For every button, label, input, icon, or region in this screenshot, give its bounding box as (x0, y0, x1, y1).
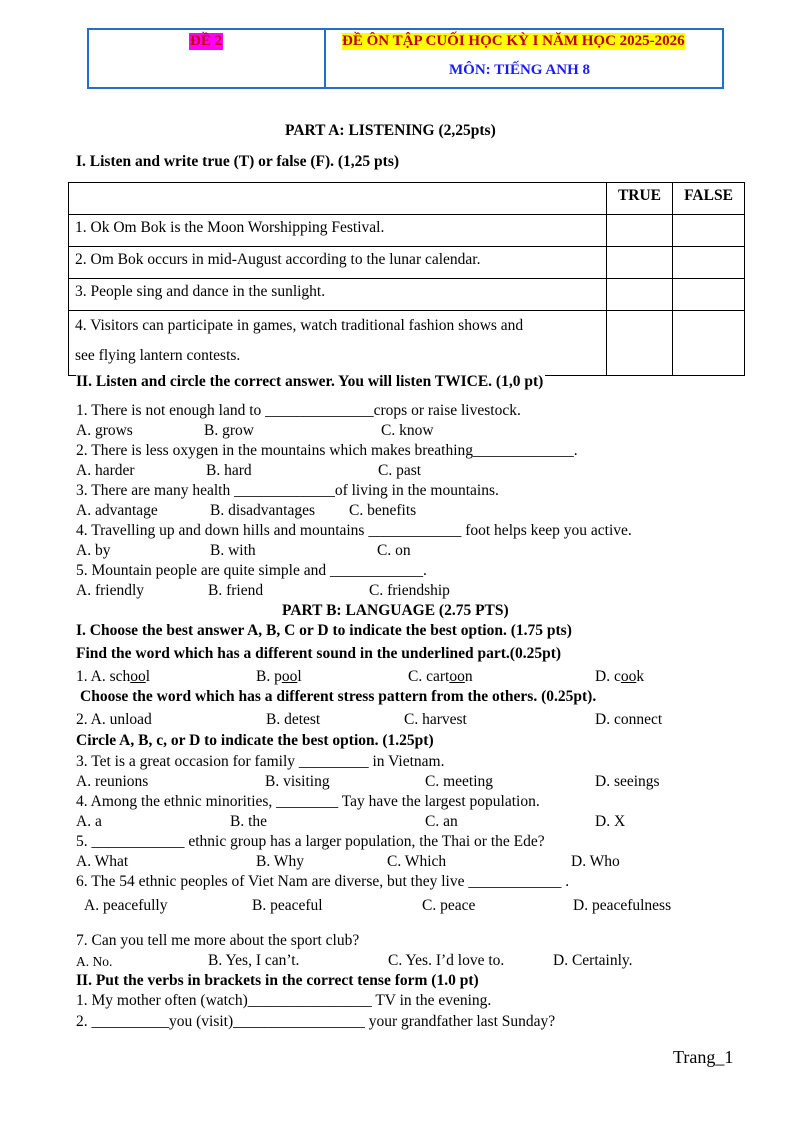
q3-option-d[interactable]: D. seeings (595, 773, 660, 790)
listening-question-1: 1. There is not enough land to ______________crops or raise livestock. (76, 402, 521, 419)
statement-cell: 3. People sing and dance in the sunlight. (69, 279, 607, 311)
table-row (69, 215, 745, 247)
listening-q3-option-b[interactable]: B. disadvantages (210, 502, 316, 519)
header-box (87, 28, 724, 89)
listening-q4-option-a[interactable]: A. by (76, 542, 111, 559)
part-b-section-1-title: I. Choose the best answer A, B, C or D to indicate the best option. (1.75 pts) (76, 622, 572, 639)
q5-option-c[interactable]: C. Which (387, 853, 447, 870)
table-row (69, 247, 745, 279)
q4-option-b[interactable]: B. the (230, 813, 268, 830)
option-text: l (145, 668, 151, 685)
listening-q3-option-c[interactable]: C. benefits (349, 502, 417, 519)
q3-option-a[interactable]: A. reunions (76, 773, 149, 790)
q6-option-a[interactable]: A. peacefully (84, 897, 168, 914)
stress-task-title: Choose the word which has a different stress pattern from the others. (0.25pt). (80, 688, 597, 705)
language-question-7: 7. Can you tell me more about the sport club? (76, 932, 360, 949)
q5-option-b[interactable]: B. Why (256, 853, 304, 870)
listening-q1-option-b[interactable]: B. grow (204, 422, 254, 439)
listening-q3-option-a[interactable]: A. advantage (76, 502, 158, 519)
table-row (69, 311, 745, 376)
listening-q5-option-c[interactable]: C. friendship (369, 582, 450, 599)
q7-option-c[interactable]: C. Yes. I’d love to. (388, 952, 505, 969)
exam-code: ĐỀ 2 (190, 33, 223, 49)
q3-option-b[interactable]: B. visiting (265, 773, 330, 790)
exam-subject: MÔN: TIẾNG ANH 8 (449, 62, 590, 78)
part-b-title: PART B: LANGUAGE (2.75 PTS) (282, 602, 509, 619)
q6-option-c[interactable]: C. peace (422, 897, 476, 914)
part-a-section-1-title: I. Listen and write true (T) or false (F). (1,25 pts) (76, 153, 400, 170)
true-answer-cell[interactable] (607, 215, 673, 247)
verb-question-1: 1. My mother often (watch)________________ TV in the evening. (76, 992, 492, 1009)
listening-q4-option-c[interactable]: C. on (377, 542, 411, 559)
listening-q2-option-c[interactable]: C. past (378, 462, 422, 479)
sound-q1-option-b[interactable] (256, 668, 302, 686)
q5-option-d[interactable]: D. Who (571, 853, 620, 870)
statement-header-cell (69, 183, 607, 215)
option-text: B. p (256, 668, 282, 685)
listening-q2-option-b[interactable]: B. hard (206, 462, 252, 479)
q4-option-c[interactable]: C. an (425, 813, 458, 830)
circle-task-title: Circle A, B, c, or D to indicate the best option. (1.25pt) (76, 732, 434, 749)
stress-q2-option-b[interactable]: B. detest (266, 711, 321, 728)
stress-q2-option-d[interactable]: D. connect (595, 711, 663, 728)
language-question-5: 5. ____________ ethnic group has a larger population, the Thai or the Ede? (76, 833, 545, 850)
q7-option-a[interactable]: A. No. (76, 954, 113, 969)
part-a-title: PART A: LISTENING (2,25pts) (285, 122, 496, 139)
underlined-part: oo (281, 668, 298, 685)
q5-option-a[interactable]: A. What (76, 853, 129, 870)
sound-q1-option-a[interactable] (76, 668, 150, 686)
statement-cell (69, 311, 607, 376)
underlined-part: oo (620, 668, 637, 685)
statement-cell: 1. Ok Om Bok is the Moon Worshipping Festival. (69, 215, 607, 247)
listening-q4-option-b[interactable]: B. with (210, 542, 256, 559)
sound-q1-option-c[interactable] (408, 668, 473, 686)
false-answer-cell[interactable] (673, 279, 745, 311)
true-answer-cell[interactable] (607, 279, 673, 311)
statement-cell: 2. Om Bok occurs in mid-August according to the lunar calendar. (69, 247, 607, 279)
listening-question-4: 4. Travelling up and down hills and mountains ____________ foot helps keep you active. (76, 522, 632, 539)
q7-option-b[interactable]: B. Yes, I can’t. (208, 952, 300, 969)
listening-q1-option-c[interactable]: C. know (381, 422, 434, 439)
listening-question-3: 3. There are many health _____________of living in the mountains. (76, 482, 499, 499)
option-text: n (464, 668, 473, 685)
table-row (69, 279, 745, 311)
sound-task-title: Find the word which has a different sound in the underlined part.(0.25pt) (76, 645, 562, 662)
listening-q5-option-a[interactable]: A. friendly (76, 582, 145, 599)
q4-option-d[interactable]: D. X (595, 813, 626, 830)
part-b-section-2-title: II. Put the verbs in brackets in the correct tense form (1.0 pt) (76, 972, 479, 989)
q6-option-b[interactable]: B. peaceful (252, 897, 323, 914)
true-answer-cell[interactable] (607, 247, 673, 279)
true-answer-cell[interactable] (607, 311, 673, 376)
option-text: D. c (595, 668, 621, 685)
underlined-part: oo (130, 668, 146, 685)
stress-q2-option-c[interactable]: C. harvest (404, 711, 467, 728)
language-question-6: 6. The 54 ethnic peoples of Viet Nam are diverse, but they live ____________ . (76, 873, 570, 890)
header-divider (324, 30, 326, 87)
q3-option-c[interactable]: C. meeting (425, 773, 494, 790)
statement-line-2: see flying lantern contests. (75, 347, 241, 364)
q6-option-d[interactable]: D. peacefulness (573, 897, 672, 914)
true-column-header: TRUE (607, 183, 673, 215)
underlined-part: oo (449, 668, 465, 685)
page-number: Trang_1 (673, 1047, 734, 1067)
language-question-4: 4. Among the ethnic minorities, ________ Tay have the largest population. (76, 793, 540, 810)
option-text: 1. A. sch (76, 668, 131, 685)
listening-q2-option-a[interactable]: A. harder (76, 462, 135, 479)
true-false-table (68, 182, 745, 376)
listening-q1-option-a[interactable]: A. grows (76, 422, 133, 439)
exam-title: ĐỀ ÔN TẬP CUỐI HỌC KỲ I NĂM HỌC 2025-2026 (342, 33, 685, 49)
stress-q2-option-a[interactable]: 2. A. unload (76, 711, 152, 728)
listening-question-2: 2. There is less oxygen in the mountains which makes breathing_____________. (76, 442, 578, 459)
option-text: C. cart (408, 668, 450, 685)
part-a-section-2-title: II. Listen and circle the correct answer. You will listen TWICE. (1,0 pt) (76, 373, 544, 390)
listening-q5-option-b[interactable]: B. friend (208, 582, 264, 599)
false-answer-cell[interactable] (673, 247, 745, 279)
q4-option-a[interactable]: A. a (76, 813, 102, 830)
statement-line-1: 4. Visitors can participate in games, watch traditional fashion shows and (75, 317, 524, 334)
language-question-3: 3. Tet is a great occasion for family _________ in Vietnam. (76, 753, 445, 770)
false-column-header: FALSE (673, 183, 745, 215)
option-text: k (636, 668, 645, 685)
option-text: l (297, 668, 302, 685)
q7-option-d[interactable]: D. Certainly. (553, 952, 633, 969)
table-header-row (69, 183, 745, 215)
sound-q1-option-d[interactable] (595, 668, 644, 686)
listening-question-5: 5. Mountain people are quite simple and ____________. (76, 562, 427, 579)
verb-question-2: 2. __________you (visit)_________________ your grandfather last Sunday? (76, 1013, 556, 1030)
false-answer-cell[interactable] (673, 215, 745, 247)
false-answer-cell[interactable] (673, 311, 745, 376)
